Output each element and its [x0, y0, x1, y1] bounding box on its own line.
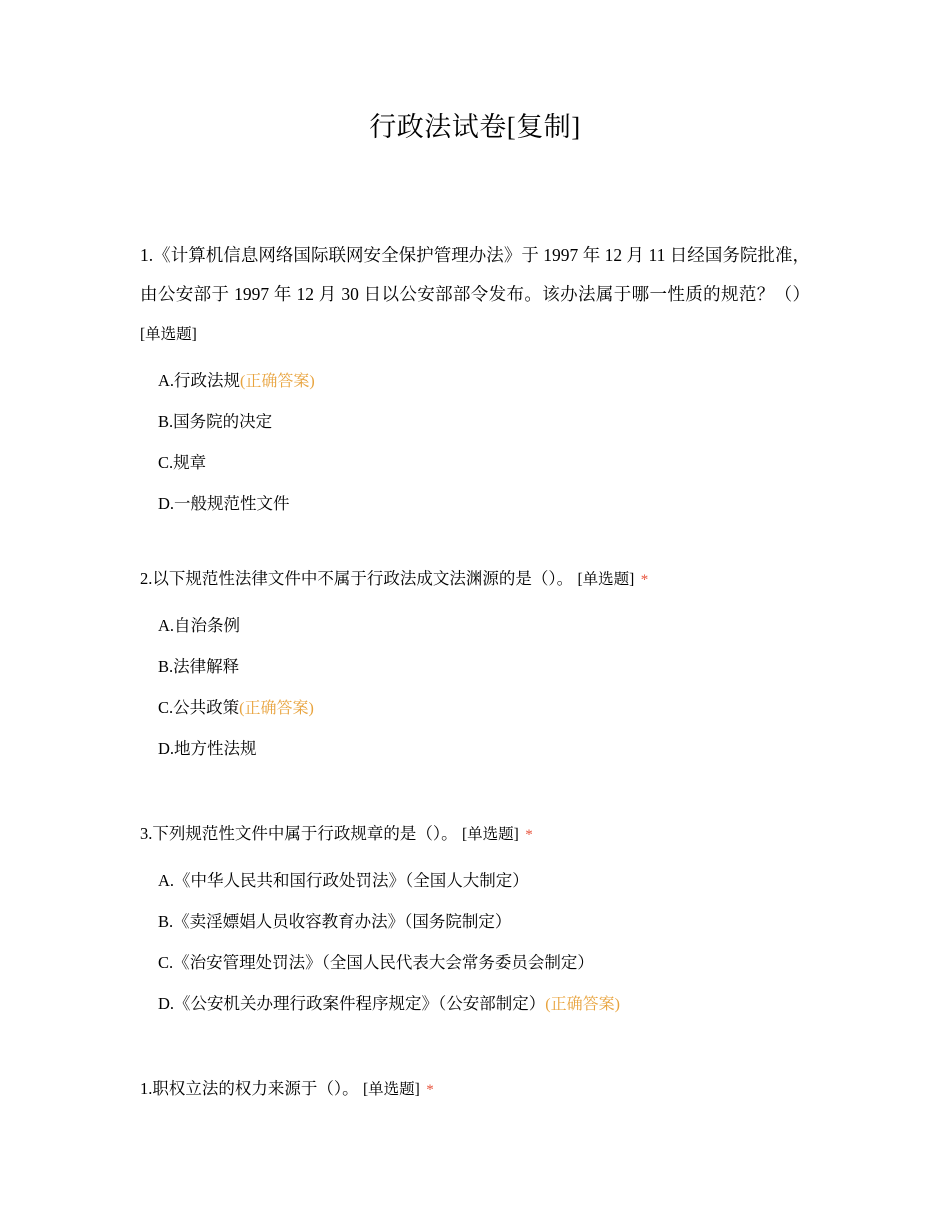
option-list	[140, 606, 810, 770]
question-type-label: [单选题]	[363, 1081, 420, 1098]
option-text: B.法律解释	[158, 657, 240, 676]
question-stem	[140, 236, 810, 355]
option-item[interactable]	[140, 984, 810, 1025]
required-star: *	[525, 827, 533, 843]
page-title: 行政法试卷[复制]	[369, 112, 581, 142]
option-text: D.地方性法规	[158, 739, 257, 758]
question-type-label: [单选题]	[140, 326, 197, 343]
option-text: D.一般规范性文件	[158, 494, 290, 513]
option-item[interactable]	[140, 647, 810, 688]
option-text: B.《卖淫嫖娼人员收容教育办法》（国务院制定）	[158, 912, 512, 931]
option-text: A.行政法规	[158, 371, 241, 390]
option-text: C.《治安管理处罚法》（全国人民代表大会常务委员会制定）	[158, 953, 594, 972]
option-text: C.规章	[158, 453, 207, 472]
question-item	[140, 1069, 810, 1110]
option-item[interactable]	[140, 861, 810, 902]
option-list	[140, 361, 810, 525]
correct-answer-tag: (正确答案)	[240, 373, 315, 390]
option-item[interactable]	[140, 606, 810, 647]
question-list	[140, 236, 810, 1110]
option-text: B.国务院的决定	[158, 412, 273, 431]
required-star	[197, 327, 199, 343]
question-item	[140, 814, 810, 1025]
block-spacer	[140, 798, 810, 814]
option-item[interactable]	[140, 688, 810, 729]
option-list	[140, 861, 810, 1025]
correct-answer-tag: (正确答案)	[545, 996, 620, 1013]
option-item[interactable]	[140, 402, 810, 443]
question-stem	[140, 1069, 810, 1110]
option-item[interactable]	[140, 484, 810, 525]
question-type-label: [单选题]	[577, 571, 635, 588]
question-stem-text: 2.以下规范性法律文件中不属于行政法成文法渊源的是（）。	[140, 569, 574, 588]
required-star: *	[640, 572, 649, 588]
question-stem-text: 1.职权立法的权力来源于（）。	[140, 1079, 359, 1098]
question-stem	[140, 559, 810, 600]
question-item	[140, 559, 810, 770]
question-stem-text: 3.下列规范性文件中属于行政规章的是（）。	[140, 824, 458, 843]
option-text: D.《公安机关办理行政案件程序规定》（公安部制定）	[158, 994, 546, 1013]
option-item[interactable]	[140, 729, 810, 770]
option-text: A.自治条例	[158, 616, 241, 635]
option-item[interactable]	[140, 943, 810, 984]
question-item	[140, 236, 810, 525]
question-stem-text: 1.《计算机信息网络国际联网安全保护管理办法》于 1997 年 12 月 11 日经国务院批准，由公安部于 1997 年 12 月 30 日以公安部部令发布。该办法属于哪一性质的规范？（）	[140, 245, 810, 304]
option-item[interactable]	[140, 443, 810, 484]
option-item[interactable]	[140, 902, 810, 943]
option-item[interactable]	[140, 361, 810, 402]
option-text: A.《中华人民共和国行政处罚法》（全国人大制定）	[158, 871, 529, 890]
question-stem	[140, 814, 810, 855]
option-text: C.公共政策	[158, 698, 240, 717]
block-spacer	[140, 1053, 810, 1069]
required-star: *	[426, 1082, 434, 1098]
correct-answer-tag: (正确答案)	[239, 700, 314, 717]
question-type-label: [单选题]	[462, 826, 519, 843]
